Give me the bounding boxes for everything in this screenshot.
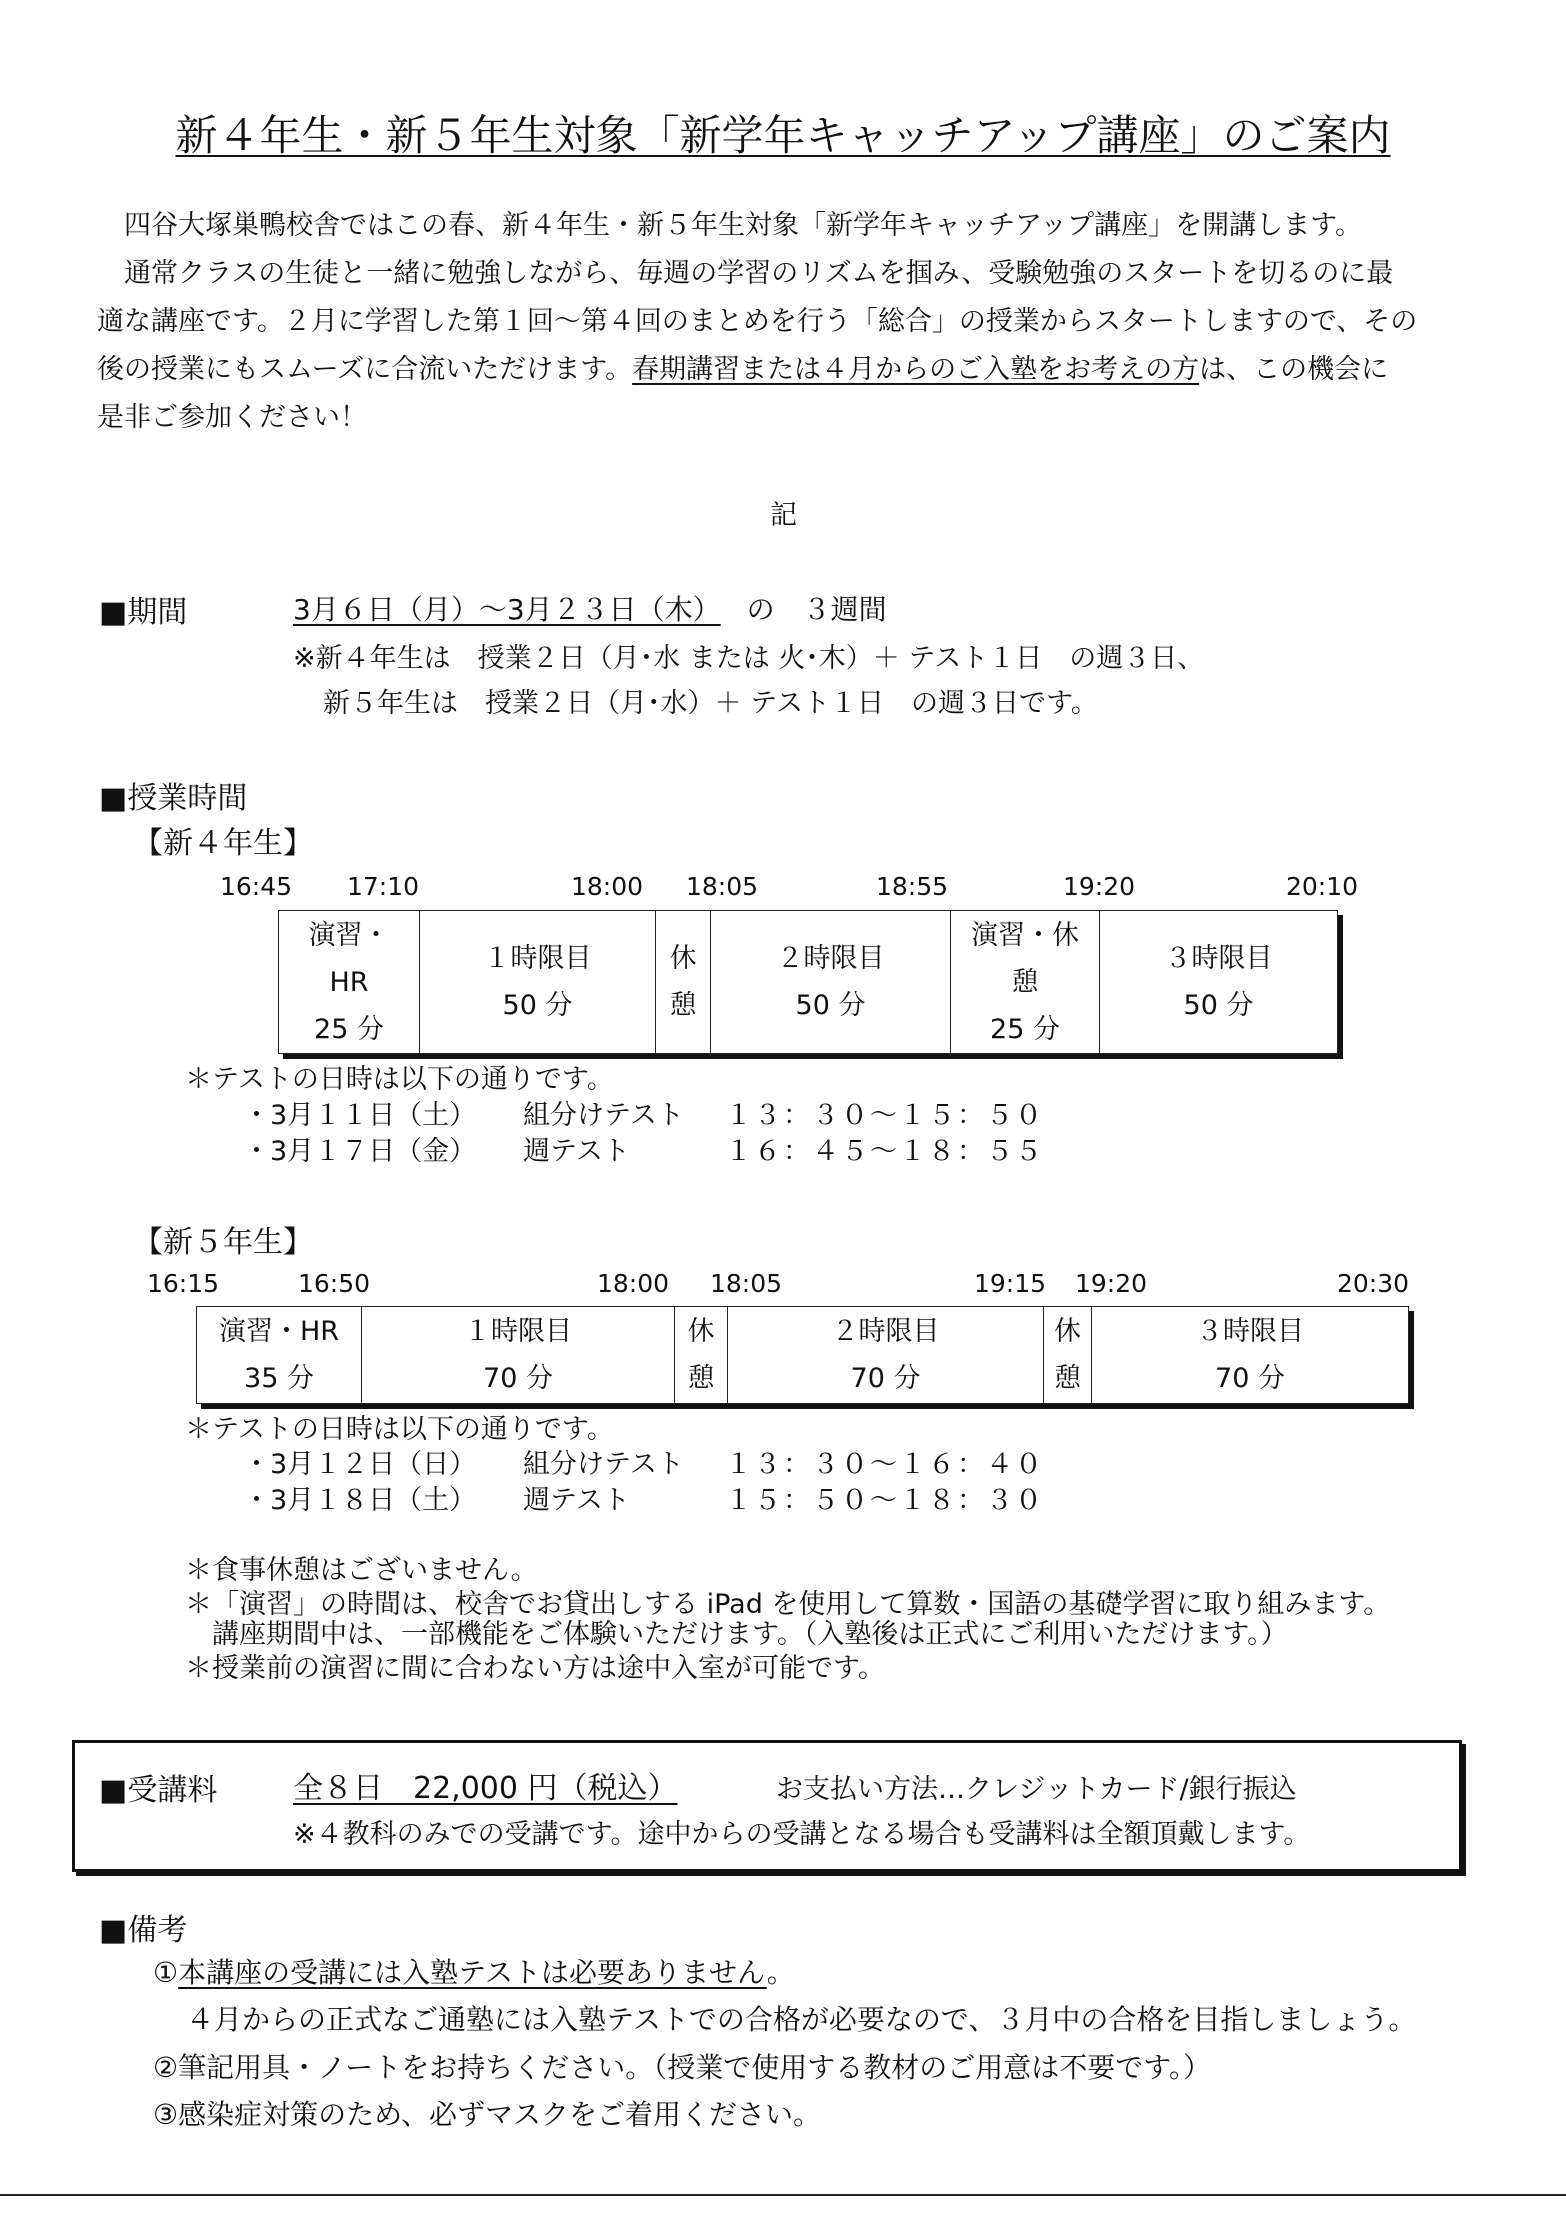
test-date: ・3月１１日（土） [243, 1100, 477, 1131]
remark-item: ①本講座の受講には入塾テストは必要ありません。 [153, 1956, 795, 1989]
period-note: ※新４年生は 授業２日（月･水 または 火･木）＋ テスト１日 の週３日、 [293, 643, 1205, 674]
time-label: 19:20 [1075, 1269, 1148, 1298]
time-label: 19:20 [1063, 872, 1136, 901]
test-intro: ＊テストの日時は以下の通りです。 [185, 1064, 614, 1095]
fee-box [72, 1740, 1462, 1872]
schedule-cell-practice-hr: 演習・ HR 25 分 [279, 911, 420, 1053]
schedule-cell-period-1: １時限目 50 分 [420, 911, 656, 1053]
schedule-cell-break: 休 憩 [1044, 1307, 1092, 1403]
time-label: 18:00 [571, 872, 644, 901]
time-label: 20:10 [1286, 872, 1359, 901]
grade4-schedule [278, 910, 1338, 1054]
intro-text: 後の授業にもスムーズに合流いただけます。 [97, 354, 633, 385]
intro-emphasis: 春期講習または４月からのご入塾をお考えの方 [632, 354, 1200, 385]
time-label: 18:05 [710, 1269, 783, 1298]
schedule-cell-period-2: ２時限目 70 分 [728, 1307, 1044, 1403]
intro-paragraph [97, 202, 1477, 442]
fee-note: ※４教科のみでの受講です。途中からの受講となる場合も受講料は全額頂戴します。 [293, 1819, 1311, 1850]
time-label: 16:45 [220, 872, 293, 901]
schedule-cell-period-3: ３時限目 50 分 [1164, 943, 1273, 1021]
remark-sub: ４月からの正式なご通塾には入塾テストでの合格が必要なので、３月中の合格を目指しましょう。 [186, 2003, 1417, 2036]
period-note: 新５年生は 授業２日（月･水）＋ テスト１日 の週３日です。 [323, 688, 1098, 719]
test-date: ・3月１２日（日） [243, 1449, 477, 1480]
remarks-heading: ■備考 [99, 1913, 188, 1948]
period-line [293, 588, 887, 628]
grade5-schedule [196, 1306, 1409, 1404]
time-label: 18:55 [876, 872, 949, 901]
remark-item: ②筆記用具・ノートをお持ちください。（授業で使用する教材のご用意は不要です。） [153, 2051, 1212, 2084]
note-line: ＊授業前の演習に間に合わない方は途中入室が可能です。 [185, 1653, 885, 1684]
intro-line: 是非ご参加ください！ [97, 402, 367, 433]
time-label: 18:00 [597, 1269, 670, 1298]
fee-heading: ■受講料 [99, 1773, 218, 1808]
schedule-cell-break: 休 憩 [656, 911, 711, 1053]
test-time: １５：５０～１８：３０ [725, 1485, 1044, 1516]
period-heading: ■期間 [99, 595, 188, 630]
test-name: 週テスト [523, 1485, 630, 1516]
test-date: ・3月１７日（金） [243, 1136, 477, 1167]
time-label: 20:30 [1337, 1269, 1410, 1298]
test-time: １６：４５～１８：５５ [725, 1136, 1044, 1167]
grade5-label: 【新５年生】 [133, 1225, 313, 1260]
period-range: 3月６日（月）～3月２３日（木） [293, 593, 721, 626]
page-title: 新４年生・新５年生対象「新学年キャッチアップ講座」のご案内 [175, 111, 1391, 160]
fee-payment: お支払い方法…クレジットカード/銀行振込 [776, 1774, 1297, 1805]
test-date: ・3月１８日（土） [243, 1485, 477, 1516]
note-line: ＊「演習」の時間は、校舎でお貸出しする iPad を使用して算数・国語の基礎学習に取り組みます。 [185, 1589, 1391, 1620]
remark-item: ③感染症対策のため、必ずマスクをご着用ください。 [153, 2098, 821, 2131]
schedule-cell-practice-hr: 演習・HR 35 分 [197, 1307, 362, 1403]
page-bottom-border [0, 2194, 1566, 2196]
schedule-cell-period-2: ２時限目 50 分 [711, 911, 951, 1053]
test-intro: ＊テストの日時は以下の通りです。 [185, 1414, 614, 1445]
note-line: 講座期間中は、一部機能をご体験いただけます。（入塾後は正式にご利用いただけます。） [212, 1619, 1288, 1650]
grade4-label: 【新４年生】 [133, 826, 313, 861]
schedule-cell-practice-break: 演習・休 憩 25 分 [951, 911, 1100, 1053]
schedule-cell-period-3: ３時限目 70 分 [1196, 1316, 1304, 1394]
fee-amount: 全８日 22,000 円（税込） [293, 1771, 678, 1806]
test-time: １３：３０～１６：４０ [725, 1449, 1044, 1480]
schedule-cell-period-1: １時限目 70 分 [362, 1307, 675, 1403]
time-label: 17:10 [347, 872, 420, 901]
test-name: 組分けテスト [523, 1100, 684, 1131]
test-name: 週テスト [523, 1136, 630, 1167]
test-name: 組分けテスト [523, 1449, 684, 1480]
time-label: 19:15 [974, 1269, 1047, 1298]
intro-line: 四谷大塚巣鴨校舎ではこの春、新４年生・新５年生対象「新学年キャッチアップ講座」を開講します。 [124, 210, 1362, 241]
schedule-cell-break: 休 憩 [675, 1307, 728, 1403]
time-label: 16:50 [298, 1269, 371, 1298]
class-time-heading: ■授業時間 [99, 781, 248, 816]
intro-line: 適な講座です。２月に学習した第１回～第４回のまとめを行う「総合」の授業からスタートしますので、その [97, 306, 1418, 337]
time-label: 16:15 [147, 1269, 220, 1298]
test-time: １３：３０～１５：５０ [725, 1100, 1044, 1131]
remark-emphasis: 本講座の受講には入塾テストは必要ありません [178, 1956, 767, 1989]
ki-mark: 記 [770, 500, 797, 531]
intro-line [97, 346, 1477, 394]
intro-text: は、この機会に [1199, 354, 1389, 385]
intro-line: 通常クラスの生徒と一緒に勉強しながら、毎週の学習のリズムを掴み、受験勉強のスタートを切るのに最 [124, 258, 1394, 289]
period-weeks: の ３週間 [746, 593, 887, 626]
time-label: 18:05 [686, 872, 759, 901]
note-line: ＊食事休憩はございません。 [185, 1555, 538, 1586]
